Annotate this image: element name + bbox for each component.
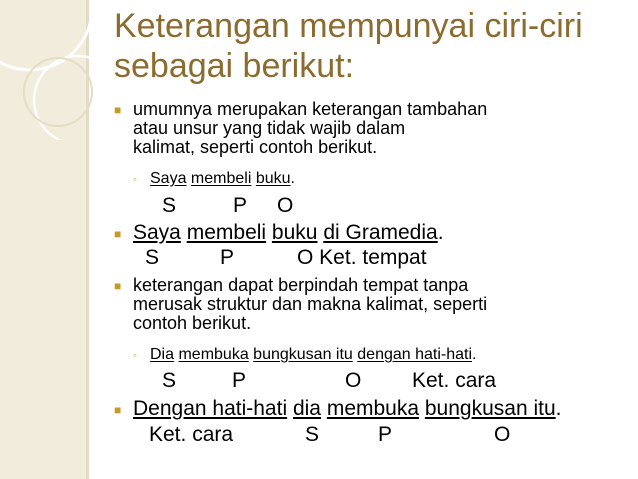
role-label: O [345, 369, 362, 392]
role-label: Ket. cara [412, 369, 497, 392]
bullet-text: contoh berikut. [133, 313, 252, 333]
subject-word: Dia [150, 346, 175, 363]
bullet-marker: ■ [114, 103, 122, 117]
adverb-phrase: Dengan hati-hati [133, 397, 288, 420]
adverb-phrase: dengan hati-hati [357, 346, 473, 363]
sentence-end: . [437, 221, 444, 244]
sub-bullet-marker: ◦ [133, 350, 137, 362]
bullet-marker: ■ [114, 279, 122, 293]
role-label: O Ket. tempat [297, 246, 427, 269]
bullet-text: umumnya merupakan keterangan tambahan [133, 99, 488, 119]
bullet-marker: ■ [114, 227, 122, 241]
subject-word: Saya [150, 170, 187, 187]
role-label: Ket. cara [149, 423, 234, 446]
predicate-word: membuka [326, 397, 420, 420]
title-line: Keterangan mempunyai ciri-ciri [114, 7, 583, 45]
role-label: S [145, 246, 160, 269]
role-label: P [220, 246, 235, 269]
role-label: S [162, 369, 177, 392]
predicate-word: membuka [178, 346, 249, 363]
role-label: O [494, 423, 511, 446]
adverb-phrase: di Gramedia [323, 221, 438, 244]
role-label: P [378, 423, 393, 446]
role-label: P [232, 369, 247, 392]
title-line: sebagai berikut: [114, 47, 355, 85]
subject-word: dia [292, 397, 321, 420]
predicate-word: membeli [190, 170, 252, 187]
bullet-text: kalimat, seperti contoh berikut. [133, 137, 378, 157]
example-sentence [150, 170, 295, 188]
predicate-word: membeli [186, 221, 267, 244]
role-label: S [305, 423, 320, 446]
object-word: bungkusan itu [424, 397, 556, 420]
object-word: buku [255, 170, 291, 187]
sentence-end: . [555, 397, 562, 420]
role-label: O [277, 194, 294, 217]
example-sentence [133, 222, 444, 244]
object-word: buku [271, 221, 318, 244]
object-word: bungkusan itu [253, 346, 353, 363]
subject-word: Saya [133, 221, 181, 244]
example-sentence [150, 346, 476, 364]
sentence-end: . [472, 346, 477, 363]
bullet-marker: ■ [114, 403, 122, 417]
bullet-text: atau unsur yang tidak wajib dalam [133, 118, 406, 138]
example-sentence [133, 398, 562, 420]
bullet-text: merusak struktur dan makna kalimat, seperti [133, 294, 488, 314]
role-label: P [233, 194, 248, 217]
role-label: S [162, 194, 177, 217]
bullet-text: keterangan dapat berpindah tempat tanpa [133, 275, 469, 295]
sub-bullet-marker: ◦ [133, 174, 137, 186]
sentence-end: . [290, 170, 295, 187]
